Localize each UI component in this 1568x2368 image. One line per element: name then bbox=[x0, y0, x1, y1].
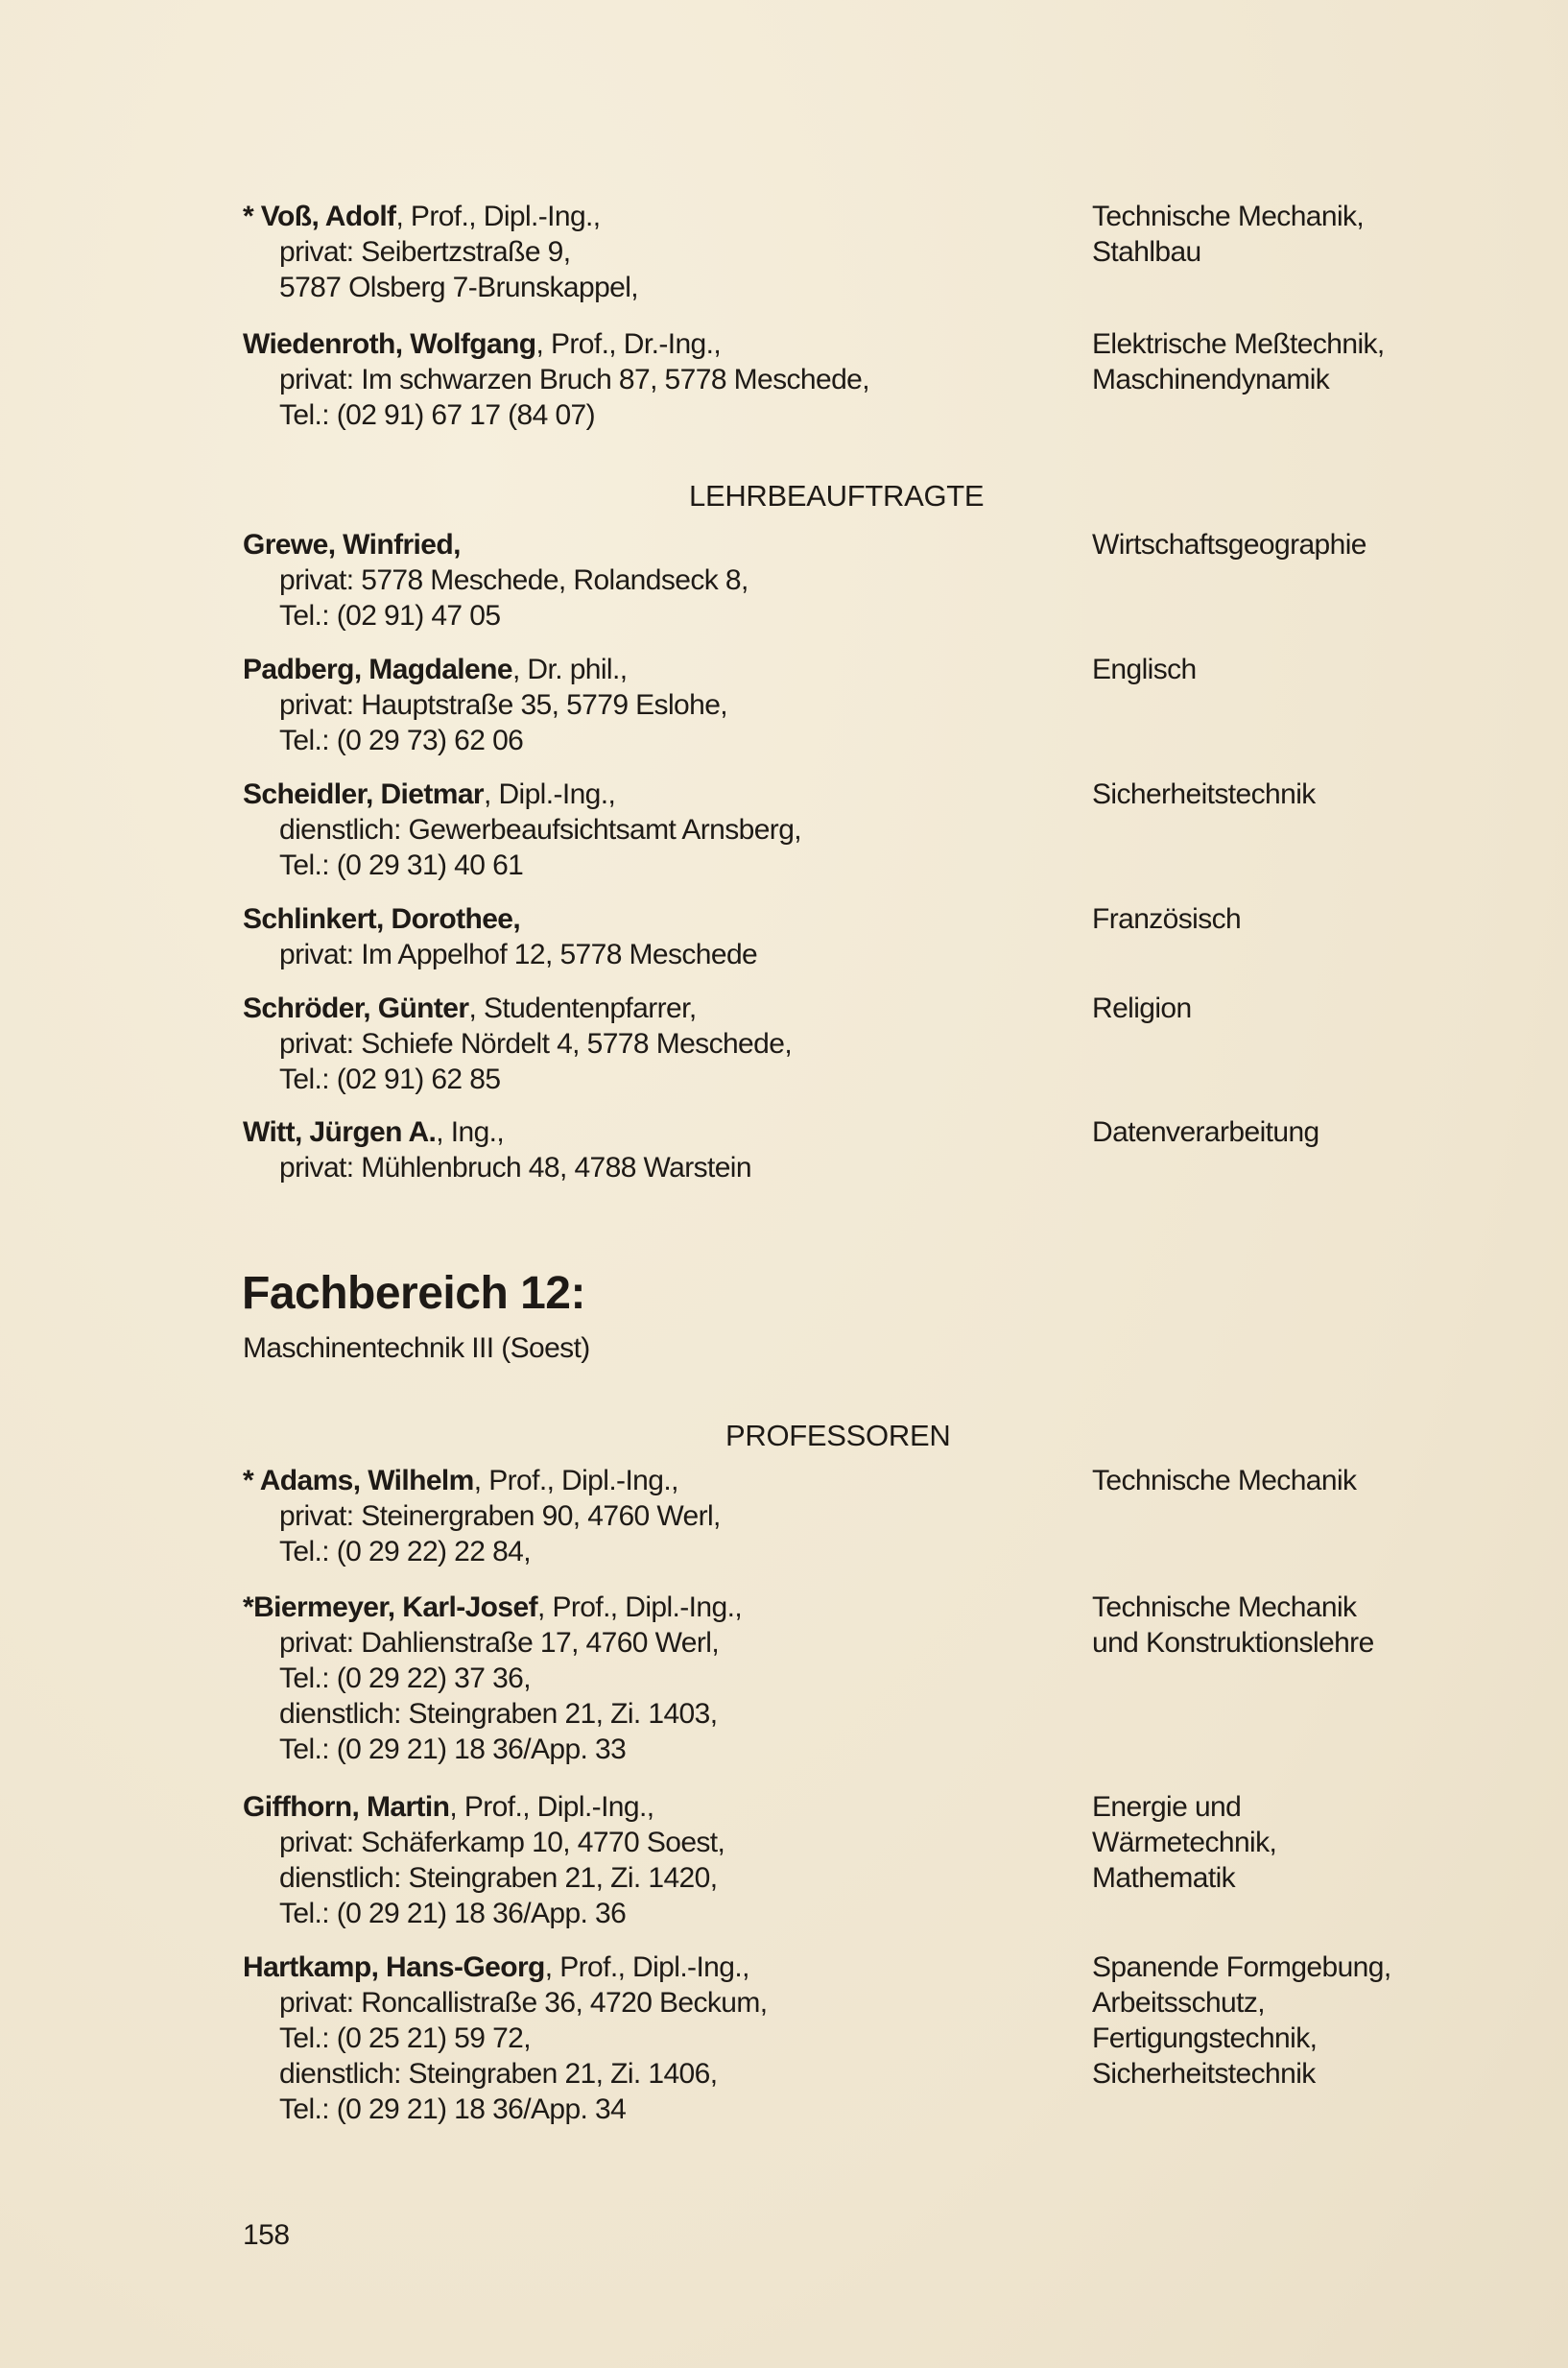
person-entry bbox=[243, 991, 1068, 1097]
address-line: Tel.: (0 29 21) 18 36/App. 34 bbox=[279, 2093, 627, 2125]
address-line: Tel.: (02 91) 67 17 (84 07) bbox=[279, 399, 596, 431]
person-entry bbox=[243, 199, 1068, 305]
person-entry bbox=[243, 777, 1068, 883]
address-line: Tel.: (0 29 21) 18 36/App. 36 bbox=[279, 1898, 627, 1929]
address-line: dienstlich: Steingraben 21, Zi. 1406, bbox=[279, 2058, 718, 2090]
person-name: * Adams, Wilhelm bbox=[243, 1465, 474, 1496]
person-title: , Prof., Dipl.-Ing., bbox=[395, 201, 601, 232]
person-name: Scheidler, Dietmar bbox=[243, 778, 484, 810]
person-title: , Prof., Dr.-Ing., bbox=[535, 328, 722, 360]
fachbereich-subtitle: Maschinentechnik III (Soest) bbox=[243, 1332, 590, 1364]
address-line: privat: Im Appelhof 12, 5778 Meschede bbox=[279, 939, 758, 970]
person-name: Padberg, Magdalene bbox=[243, 654, 512, 685]
address-line: privat: Roncallistraße 36, 4720 Beckum, bbox=[279, 1987, 768, 2019]
address-line: Tel.: (0 29 21) 18 36/App. 33 bbox=[279, 1734, 627, 1765]
address-line: dienstlich: Steingraben 21, Zi. 1420, bbox=[279, 1862, 718, 1894]
section-heading-lehrbeauftragte: LEHRBEAUFTRAGTE bbox=[689, 479, 985, 513]
address-line: Tel.: (02 91) 47 05 bbox=[279, 600, 501, 632]
address-line: privat: Mühlenbruch 48, 4788 Warstein bbox=[279, 1152, 751, 1184]
person-name: Giffhorn, Martin bbox=[243, 1791, 450, 1823]
address-line: dienstlich: Gewerbeaufsichtsamt Arnsberg, bbox=[279, 814, 802, 846]
section-heading-professoren: PROFESSOREN bbox=[725, 1419, 951, 1452]
person-entry bbox=[243, 901, 1068, 972]
subject-area: Sicherheitstechnik bbox=[1092, 778, 1316, 810]
person-title: , Prof., Dipl.-Ing., bbox=[449, 1791, 654, 1823]
subject-area: Französisch bbox=[1092, 903, 1242, 935]
address-line: privat: Schäferkamp 10, 4770 Soest, bbox=[279, 1827, 725, 1858]
person-title: , Prof., Dipl.-Ing., bbox=[536, 1591, 743, 1623]
address-line: privat: Im schwarzen Bruch 87, 5778 Meschede, bbox=[279, 364, 869, 395]
person-entry bbox=[243, 1949, 1068, 2127]
address-line: Tel.: (0 29 31) 40 61 bbox=[279, 849, 524, 881]
subject-area: Technische Mechanik, Stahlbau bbox=[1092, 201, 1365, 268]
person-name: Hartkamp, Hans-Georg bbox=[243, 1951, 545, 1983]
person-entry bbox=[243, 652, 1068, 758]
person-name: Witt, Jürgen A. bbox=[243, 1116, 437, 1148]
person-name: Grewe, Winfried, bbox=[243, 529, 461, 561]
subject-area: Religion bbox=[1092, 993, 1192, 1024]
subject-area: Technische Mechanik und Konstruktionslehre bbox=[1092, 1591, 1374, 1659]
person-entry bbox=[243, 326, 1068, 433]
address-line: Tel.: (0 29 22) 37 36, bbox=[279, 1662, 531, 1694]
fachbereich-title: Fachbereich 12: bbox=[242, 1268, 585, 1319]
address-line: privat: Seibertzstraße 9, bbox=[279, 236, 571, 268]
subject-area: Spanende Formgebung, Arbeitsschutz, Fertigungstechnik, Sicherheitstechnik bbox=[1092, 1951, 1391, 2090]
address-line: privat: Dahlienstraße 17, 4760 Werl, bbox=[279, 1627, 720, 1659]
person-entry bbox=[243, 527, 1068, 634]
address-line: privat: Steinergraben 90, 4760 Werl, bbox=[279, 1500, 721, 1532]
address-line: 5787 Olsberg 7-Brunskappel, bbox=[279, 272, 639, 303]
person-name: Schröder, Günter bbox=[243, 993, 469, 1024]
person-title: , Prof., Dipl.-Ing., bbox=[473, 1465, 678, 1496]
person-entry bbox=[243, 1114, 1068, 1185]
subject-area: Energie und Wärmetechnik, Mathematik bbox=[1092, 1791, 1277, 1894]
subject-area: Wirtschaftsgeographie bbox=[1092, 529, 1366, 561]
subject-area: Englisch bbox=[1092, 654, 1197, 685]
subject-area: Technische Mechanik bbox=[1092, 1465, 1357, 1496]
address-line: Tel.: (02 91) 62 85 bbox=[279, 1064, 501, 1095]
address-line: privat: Hauptstraße 35, 5779 Eslohe, bbox=[279, 689, 728, 721]
person-title: , Studentenpfarrer, bbox=[468, 993, 697, 1024]
subject-area: Elektrische Meßtechnik, Maschinendynamik bbox=[1092, 328, 1385, 395]
person-title: , Dipl.-Ing., bbox=[483, 778, 616, 810]
address-line: dienstlich: Steingraben 21, Zi. 1403, bbox=[279, 1698, 718, 1730]
person-name: * Voß, Adolf bbox=[243, 201, 396, 232]
person-name: Wiedenroth, Wolfgang bbox=[243, 328, 536, 360]
person-entry bbox=[243, 1463, 1068, 1569]
person-entry bbox=[243, 1789, 1068, 1931]
address-line: privat: Schiefe Nördelt 4, 5778 Meschede, bbox=[279, 1028, 793, 1060]
address-line: privat: 5778 Meschede, Rolandseck 8, bbox=[279, 564, 748, 596]
subject-area: Datenverarbeitung bbox=[1092, 1116, 1319, 1148]
person-title: , Dr. phil., bbox=[511, 654, 628, 685]
person-name: Schlinkert, Dorothee, bbox=[243, 903, 521, 935]
page-number: 158 bbox=[243, 2219, 290, 2251]
person-name: *Biermeyer, Karl-Josef bbox=[243, 1591, 537, 1623]
person-title: , Prof., Dipl.-Ing., bbox=[544, 1951, 749, 1983]
address-line: Tel.: (0 29 73) 62 06 bbox=[279, 725, 524, 756]
person-entry bbox=[243, 1590, 1068, 1767]
person-title: , Ing., bbox=[436, 1116, 505, 1148]
address-line: Tel.: (0 25 21) 59 72, bbox=[279, 2022, 531, 2054]
address-line: Tel.: (0 29 22) 22 84, bbox=[279, 1536, 531, 1567]
